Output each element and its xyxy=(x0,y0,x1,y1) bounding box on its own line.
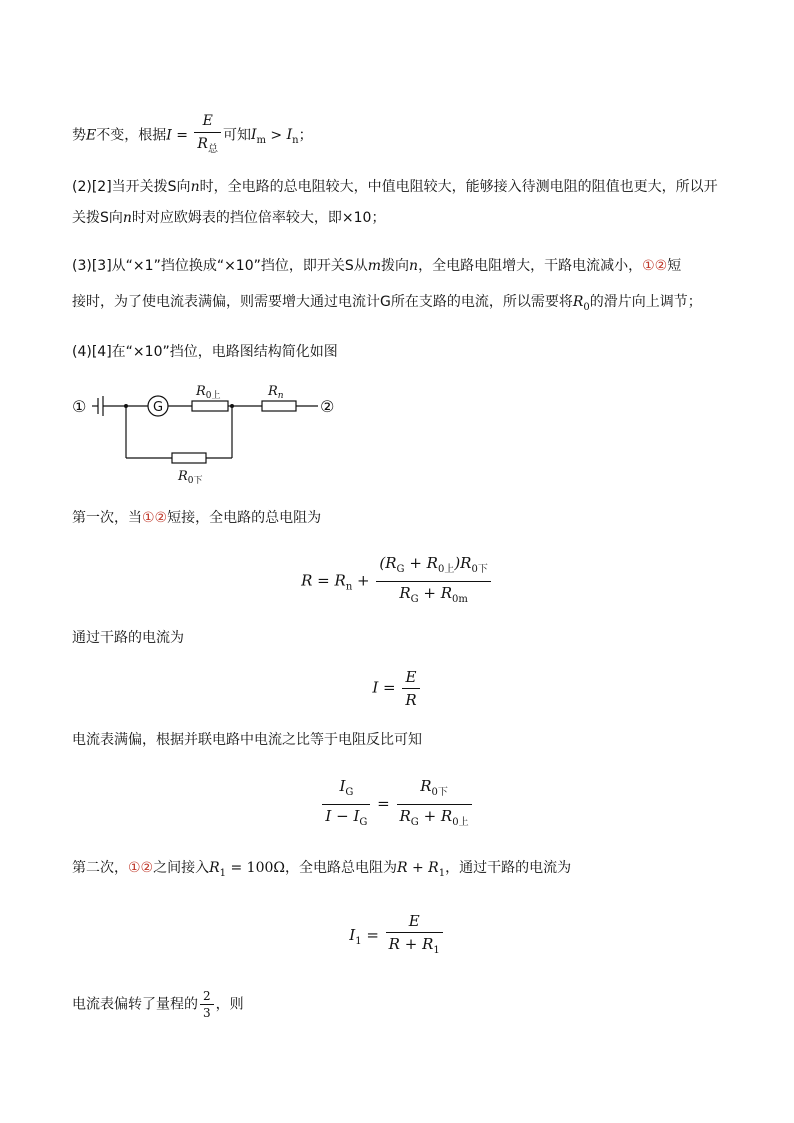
equation-ratio xyxy=(0,775,794,834)
s: G xyxy=(359,817,368,828)
text: 拨向 xyxy=(381,258,410,274)
s: m xyxy=(256,135,266,147)
equation-i1 xyxy=(0,910,794,962)
var-I: I xyxy=(166,127,172,144)
s: 0m xyxy=(452,594,468,605)
s: 0上 xyxy=(437,564,455,575)
s: n xyxy=(277,391,284,401)
text: [2]当开关拨S向 xyxy=(91,179,191,195)
var-R0 xyxy=(572,294,590,313)
numerator: E xyxy=(194,110,221,133)
numerator: E xyxy=(402,666,419,689)
sum xyxy=(397,860,446,879)
galvanometer-label: G xyxy=(153,400,164,415)
t: R xyxy=(399,584,411,602)
var-Im xyxy=(250,127,266,147)
text: [3]从“×1”挡位换成“×10”挡位，即开关S从 xyxy=(91,258,368,274)
para-number: (4) xyxy=(72,344,92,360)
resistor-rn xyxy=(262,401,296,411)
t: )R xyxy=(454,554,472,572)
t: I xyxy=(339,777,346,795)
text: 之间接入 xyxy=(153,860,210,876)
v: R xyxy=(196,384,206,399)
s: n xyxy=(345,581,353,593)
v: R xyxy=(572,294,584,310)
rn-label xyxy=(267,384,284,401)
denominator xyxy=(194,133,221,161)
text: 通过干路的电流为 xyxy=(72,630,184,646)
v: I xyxy=(250,127,257,144)
v: R + R xyxy=(397,860,439,876)
lhs: I = xyxy=(372,678,401,697)
through-line xyxy=(72,628,184,648)
den-var: R xyxy=(197,136,208,152)
fraction xyxy=(376,552,490,611)
equals: = xyxy=(361,926,384,944)
s: 1 xyxy=(438,867,446,879)
var-m: m xyxy=(367,258,382,274)
numerator xyxy=(397,775,472,805)
t: + R xyxy=(418,584,453,602)
s: G xyxy=(410,817,419,828)
para-3-line2 xyxy=(72,292,702,318)
t: (R xyxy=(379,554,397,572)
s: 0下 xyxy=(431,787,448,798)
text: ，全电路总电阻为 xyxy=(285,860,397,876)
text: 电流表满偏，根据并联电路中电流之比等于电阻反比可知 xyxy=(72,732,422,748)
lhs: I xyxy=(349,926,356,944)
v: R xyxy=(209,860,220,876)
s: 1 xyxy=(433,945,440,956)
text: 时，全电路的总电阻较大，中值电阻较大，能够接入待测电阻的阻值也更大，所以开 xyxy=(199,179,718,195)
denominator: 3 xyxy=(203,1006,211,1020)
node-2-label: ② xyxy=(320,397,335,416)
text: 不变，根据 xyxy=(96,127,167,144)
junction-dot xyxy=(230,404,234,408)
t: + R xyxy=(418,807,453,825)
s: G xyxy=(396,564,405,575)
var-n: n xyxy=(409,258,419,274)
fraction xyxy=(386,910,443,962)
plus: + xyxy=(352,571,375,590)
numerator: E xyxy=(386,910,443,933)
den-sub: 总 xyxy=(207,143,218,155)
equals: = xyxy=(171,127,193,144)
last-line xyxy=(72,988,244,1021)
r0-top-label xyxy=(195,384,221,401)
text: 时对应欧姆表的挡位倍率较大，即×10； xyxy=(131,210,386,226)
text: 关拨S向 xyxy=(72,210,123,226)
r0-bottom-label xyxy=(177,469,203,486)
s: n xyxy=(292,135,299,147)
resistor-r0-bottom xyxy=(172,453,206,463)
denominator xyxy=(376,582,490,611)
s: 0上 xyxy=(205,391,221,401)
line-emf xyxy=(72,110,313,161)
para-2-line1 xyxy=(72,177,718,197)
text: 短接，全电路的总电阻为 xyxy=(167,510,322,526)
text: ，则 xyxy=(215,996,244,1013)
text: 第一次，当 xyxy=(72,510,142,526)
s: 1 xyxy=(219,867,227,879)
s: 0 xyxy=(583,301,590,313)
denominator xyxy=(386,933,443,962)
text: ； xyxy=(298,127,313,144)
equation-total-resistance xyxy=(0,552,794,611)
v: R xyxy=(178,469,188,484)
fraction-E-over-R xyxy=(194,110,221,161)
para-number: (3) xyxy=(72,258,92,274)
red-nodes: ①② xyxy=(642,258,668,274)
s: 1 xyxy=(355,936,362,947)
text: [4]在“×10”挡位，电路图结构简化如图 xyxy=(91,344,338,360)
v: I xyxy=(286,127,293,144)
para-4 xyxy=(72,342,338,362)
value: = 100Ω xyxy=(226,860,285,876)
para-3-line1 xyxy=(72,256,681,276)
node-1-label: ① xyxy=(72,397,87,416)
resistor-r0-top xyxy=(192,401,228,411)
text: 电流表偏转了量程的 xyxy=(72,996,198,1013)
text: 的滑片向上调节； xyxy=(589,294,702,310)
red-nodes: ①② xyxy=(128,860,154,876)
denominator xyxy=(397,805,472,834)
t: + R xyxy=(404,554,438,572)
var-n: n xyxy=(122,210,132,226)
red-nodes: ①② xyxy=(142,510,168,526)
equation-current xyxy=(0,666,794,711)
v: R xyxy=(268,384,278,399)
circuit-diagram xyxy=(72,378,352,488)
s: 0下 xyxy=(187,476,203,486)
var-In xyxy=(286,127,299,147)
var-R1 xyxy=(209,860,227,879)
text: ，通过干路的电流为 xyxy=(445,860,572,876)
fullscale-line xyxy=(72,730,422,750)
fraction-left xyxy=(322,775,370,834)
fraction xyxy=(402,666,419,711)
lhs: R = R xyxy=(301,571,346,590)
var-E: E xyxy=(86,127,97,144)
t: R xyxy=(420,777,432,795)
s: 0下 xyxy=(471,564,488,575)
text: ，全电路电阻增大，干路电流减小， xyxy=(418,258,643,274)
equals: = xyxy=(372,794,395,813)
text: 短 xyxy=(667,258,682,274)
numerator xyxy=(376,552,490,582)
var-n: n xyxy=(190,179,200,195)
para-number: (2) xyxy=(72,179,92,195)
second-line xyxy=(72,858,571,884)
t: I − I xyxy=(325,807,360,825)
numerator xyxy=(322,775,370,805)
junction-dot xyxy=(124,404,128,408)
fraction-right xyxy=(397,775,472,834)
numerator: 2 xyxy=(200,988,214,1005)
text: 势 xyxy=(72,127,86,144)
text: 第二次， xyxy=(72,860,128,876)
gt: > xyxy=(265,127,287,144)
t: R xyxy=(399,807,411,825)
first-line xyxy=(72,508,321,528)
denominator: R xyxy=(405,691,417,709)
t: R + R xyxy=(388,935,434,953)
denominator xyxy=(322,805,370,834)
s: G xyxy=(345,787,354,798)
text: 接时，为了使电流表满偏，则需要增大通过电流计G所在支路的电流，所以需要将 xyxy=(72,294,573,310)
text: 可知 xyxy=(222,127,251,144)
s: G xyxy=(410,594,419,605)
s: 0上 xyxy=(452,817,469,828)
fraction-two-thirds xyxy=(200,988,214,1021)
para-2-line2 xyxy=(72,208,385,228)
